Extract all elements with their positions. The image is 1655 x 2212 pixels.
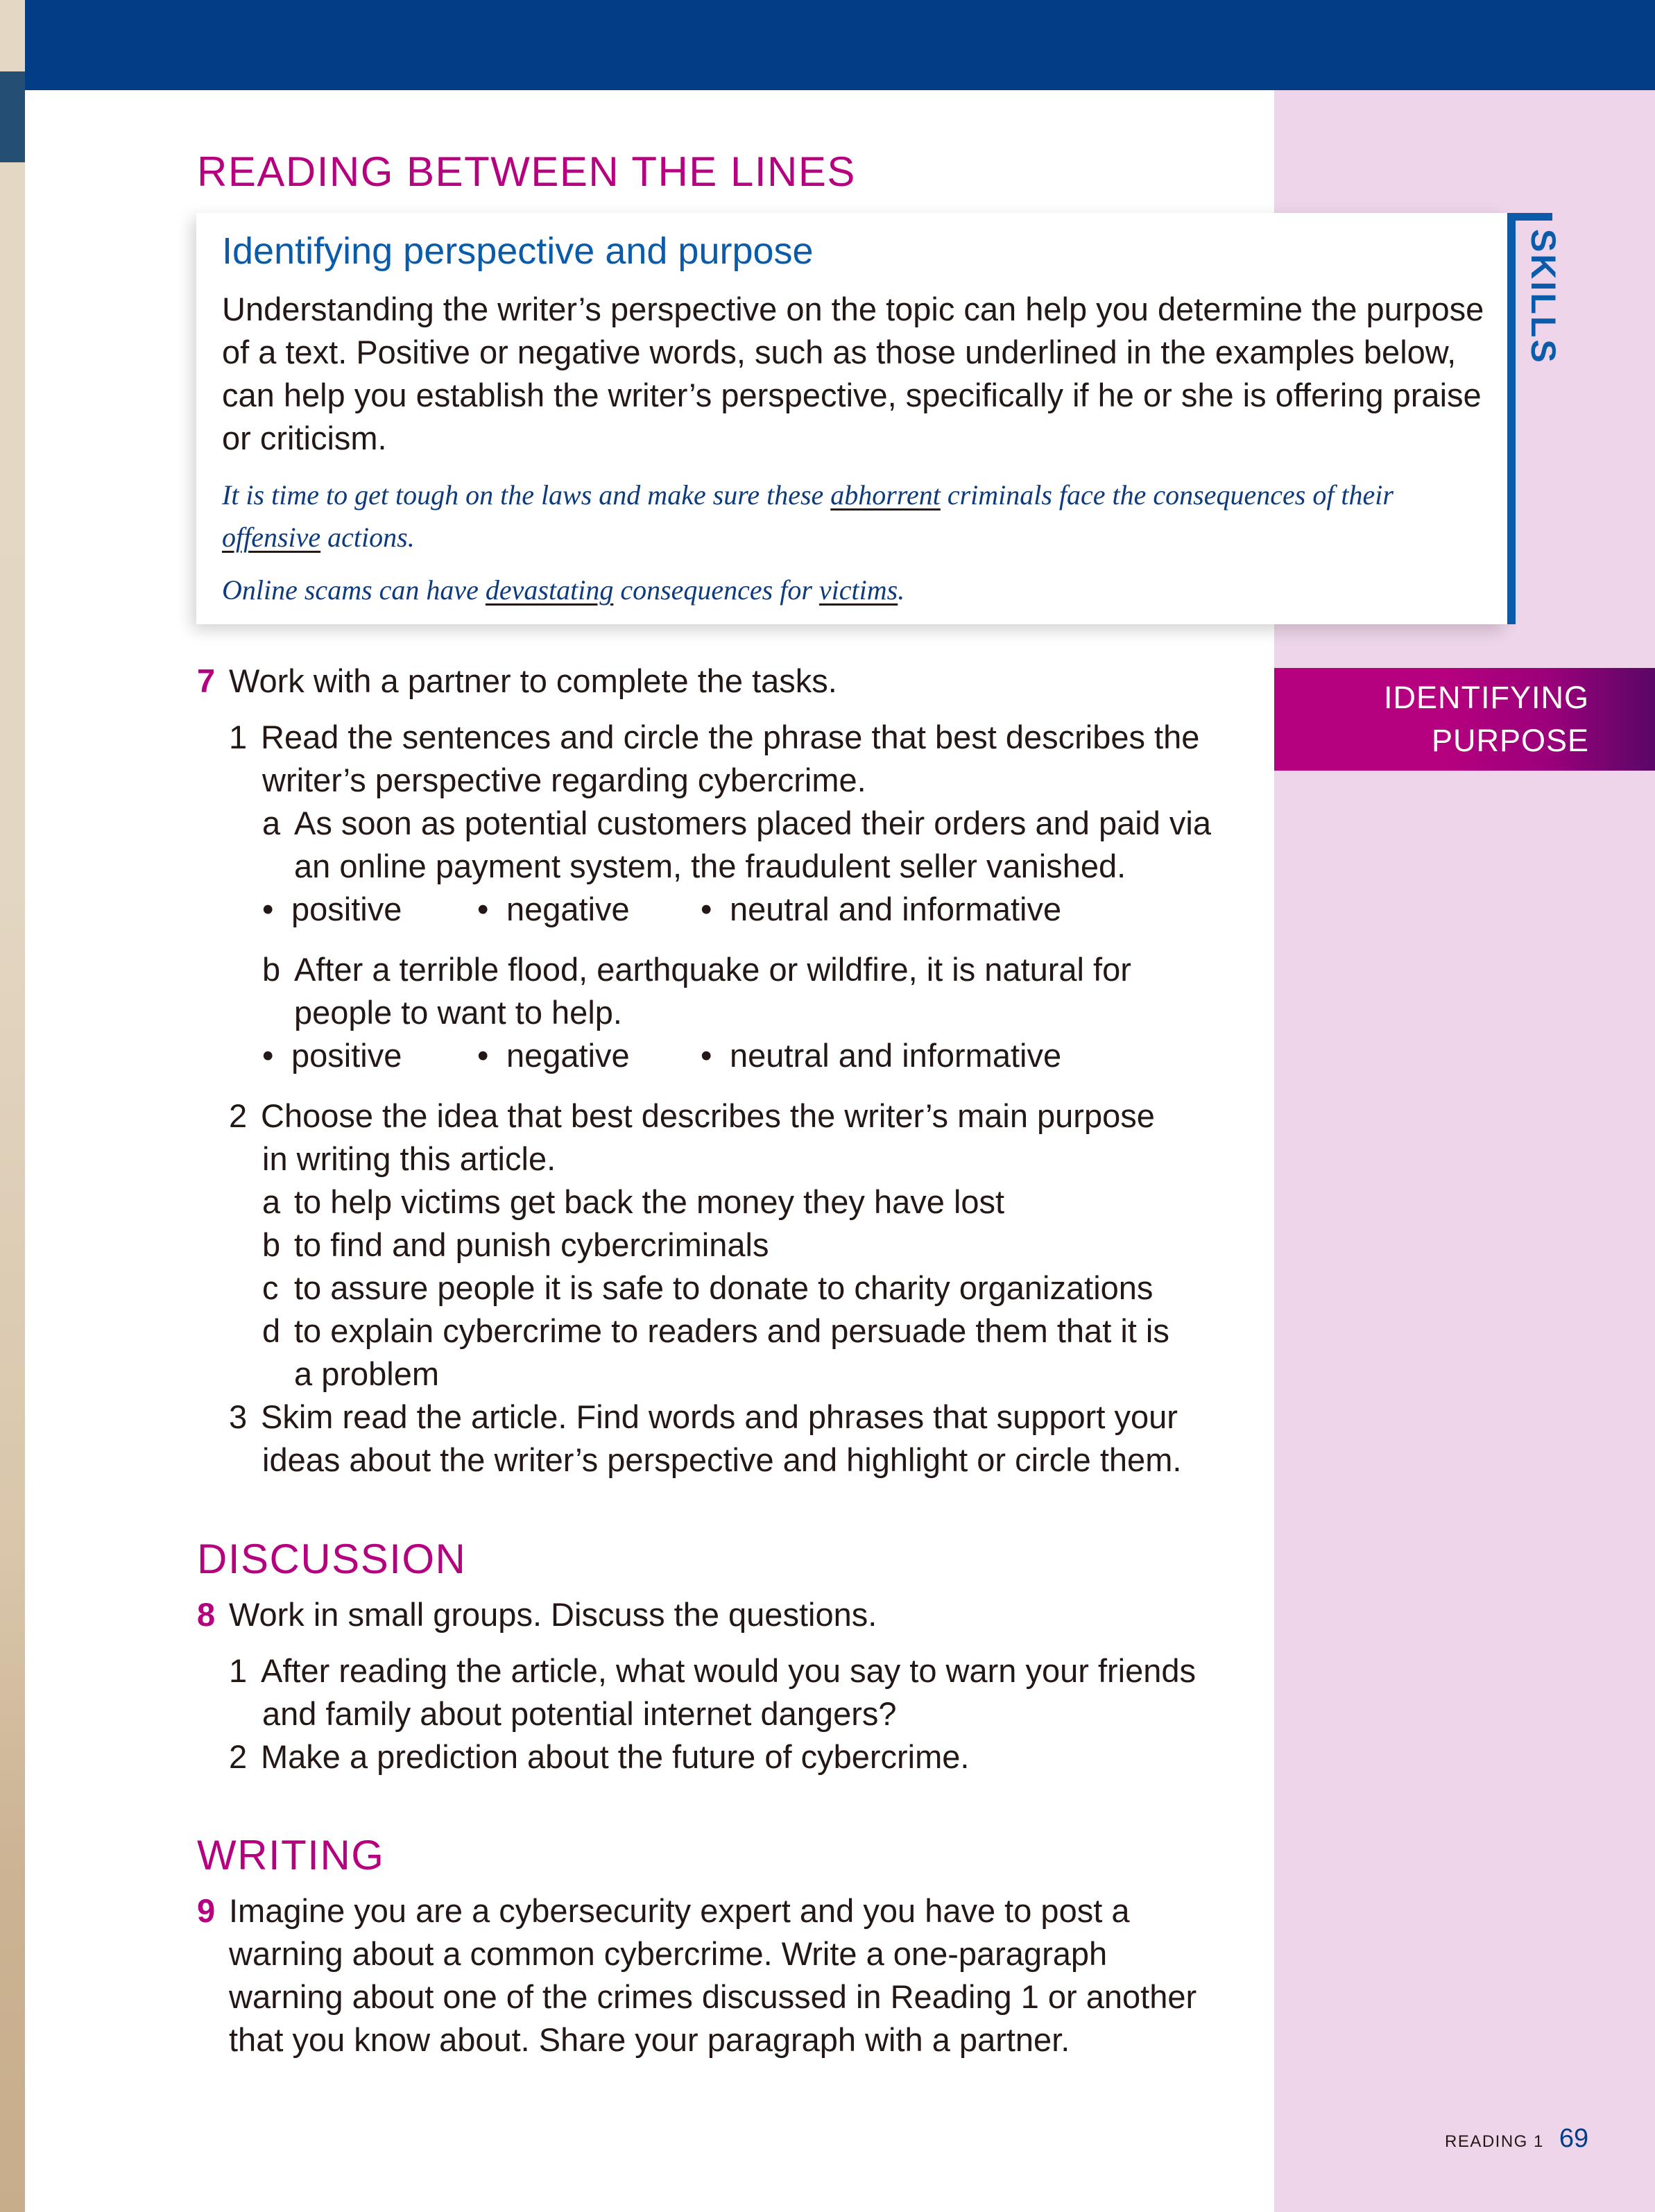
bullet-icon: • — [701, 891, 712, 927]
discussion-question-1 — [229, 1649, 1196, 1692]
identifying-purpose-tag — [1274, 668, 1655, 771]
exercise-9-line-4: that you know about. Share your paragraph with a partner. — [229, 2021, 1070, 2058]
exercise-9-line-2: warning about a common cybercrime. Write a one-paragraph — [229, 1935, 1108, 1972]
option-label: neutral and informative — [730, 1037, 1062, 1074]
tag-line-2: PURPOSE — [1431, 723, 1589, 758]
task-text-continued: writer’s perspective regarding cybercrime. — [262, 762, 866, 798]
underlined-word: devastating — [485, 574, 614, 606]
page-footer — [1445, 2124, 1588, 2154]
choice-a[interactable] — [262, 1181, 1004, 1224]
choice-text: to assure people it is safe to donate to charity organizations — [294, 1269, 1154, 1306]
page-edge-tab — [0, 71, 25, 162]
task-text: Read the sentences and circle the phrase that best describes the — [261, 719, 1200, 755]
skills-label: SKILLS — [1524, 229, 1563, 365]
option-label: negative — [506, 891, 630, 927]
header-bar — [25, 0, 1655, 90]
option-neutral[interactable] — [701, 888, 1061, 931]
options-b — [262, 1034, 1095, 1077]
task-text-continued: in writing this article. — [262, 1140, 556, 1177]
question-number: 1 — [229, 1652, 248, 1689]
question-text: After reading the article, what would you say to warn your friends — [261, 1652, 1197, 1689]
option-label: positive — [291, 891, 402, 927]
task-1 — [229, 716, 1199, 759]
task-3 — [229, 1396, 1178, 1439]
choice-label: a — [262, 1183, 281, 1220]
choice-d[interactable] — [262, 1310, 1169, 1353]
skills-box-border — [1507, 213, 1516, 624]
underlined-word: victims — [818, 574, 898, 606]
item-label: b — [262, 951, 281, 988]
example-text: Online scams can have — [222, 574, 486, 606]
task-1-item-a — [262, 802, 1211, 845]
task-1-item-b — [262, 948, 1131, 991]
example-text: It is time to get tough on the laws and make sure these — [222, 479, 831, 511]
task-number: 2 — [229, 1097, 248, 1134]
page-edge-strip — [0, 0, 25, 2212]
item-label: a — [262, 805, 281, 841]
example-text: actions. — [320, 522, 415, 553]
exercise-number: 7 — [197, 662, 216, 699]
question-text: Make a prediction about the future of cybercrime. — [261, 1738, 970, 1775]
underlined-word: abhorrent — [830, 479, 941, 511]
item-text-continued: an online payment system, the fraudulent seller vanished. — [294, 848, 1126, 884]
question-text-continued: and family about potential internet dangers? — [262, 1695, 897, 1732]
exercise-8-instruction — [197, 1593, 1251, 1636]
option-label: positive — [291, 1037, 402, 1074]
skills-box-title: Identifying perspective and purpose — [222, 230, 814, 272]
choice-text: to find and punish cybercriminals — [294, 1226, 769, 1263]
task-number: 3 — [229, 1398, 248, 1435]
choice-text: to explain cybercrime to readers and persuade them that it is — [294, 1312, 1169, 1349]
question-number: 2 — [229, 1738, 248, 1775]
option-positive[interactable] — [262, 1034, 402, 1077]
example-sentence-1 — [222, 474, 1401, 558]
example-sentence-2 — [222, 569, 1401, 611]
bullet-icon: • — [262, 891, 274, 927]
task-2 — [229, 1095, 1155, 1138]
page-number: 69 — [1559, 2124, 1589, 2153]
exercise-7-instruction — [197, 660, 1251, 703]
item-text-continued: people to want to help. — [294, 994, 622, 1031]
exercise-9-line-1 — [197, 1889, 1129, 1932]
option-label: neutral and informative — [730, 891, 1062, 927]
option-neutral[interactable] — [701, 1034, 1061, 1077]
option-positive[interactable] — [262, 888, 402, 931]
task-text-continued: ideas about the writer’s perspective and highlight or circle them. — [262, 1441, 1182, 1478]
item-text: As soon as potential customers placed their orders and paid via — [294, 805, 1211, 841]
skills-box-border-tab — [1507, 213, 1552, 221]
options-a — [262, 888, 1095, 931]
example-text: consequences for — [613, 574, 819, 606]
bullet-icon: • — [701, 1037, 712, 1074]
discussion-question-2 — [229, 1735, 969, 1778]
bullet-icon: • — [477, 1037, 489, 1074]
bullet-icon: • — [477, 891, 489, 927]
option-negative[interactable] — [477, 888, 630, 931]
instruction-text: Work in small groups. Discuss the questions. — [229, 1596, 877, 1633]
tag-line-1: IDENTIFYING — [1383, 680, 1589, 715]
item-text: After a terrible flood, earthquake or wildfire, it is natural for — [294, 951, 1131, 988]
exercise-number: 8 — [197, 1596, 216, 1633]
footer-section-label: READING 1 — [1445, 2132, 1544, 2151]
choice-label: b — [262, 1226, 281, 1263]
section-heading-discussion: DISCUSSION — [197, 1536, 467, 1582]
section-heading-reading-between-the-lines: READING BETWEEN THE LINES — [197, 148, 856, 195]
exercise-9-line-3: warning about one of the crimes discussed in Reading 1 or another — [229, 1978, 1197, 2015]
example-text: criminals face the consequences of their — [940, 479, 1394, 511]
exercise-number: 9 — [197, 1892, 216, 1929]
task-text: Skim read the article. Find words and phrases that support your — [261, 1398, 1178, 1435]
skills-box-body: Understanding the writer’s perspective on the topic can help you determine the purpose of a text. Positive or negative words, such as those underlined in the examples below, can help you establish the writer’s perspective, specifically if he or she is offering praise or criticism. — [222, 291, 1484, 456]
underlined-word: offensive — [222, 522, 321, 553]
option-label: negative — [506, 1037, 630, 1074]
option-negative[interactable] — [477, 1034, 630, 1077]
section-heading-writing: WRITING — [197, 1832, 385, 1878]
writing-text: Imagine you are a cybersecurity expert and you have to post a — [229, 1892, 1130, 1929]
choice-c[interactable] — [262, 1267, 1153, 1310]
example-text: . — [898, 574, 905, 606]
task-text: Choose the idea that best describes the writer’s main purpose — [261, 1097, 1155, 1134]
choice-label: d — [262, 1312, 281, 1349]
bullet-icon: • — [262, 1037, 274, 1074]
choice-text-continued: a problem — [294, 1355, 439, 1392]
instruction-text: Work with a partner to complete the tasks. — [229, 662, 837, 699]
choice-text: to help victims get back the money they have lost — [294, 1183, 1005, 1220]
choice-label: c — [262, 1269, 279, 1306]
task-number: 1 — [229, 719, 248, 755]
choice-b[interactable] — [262, 1224, 769, 1267]
